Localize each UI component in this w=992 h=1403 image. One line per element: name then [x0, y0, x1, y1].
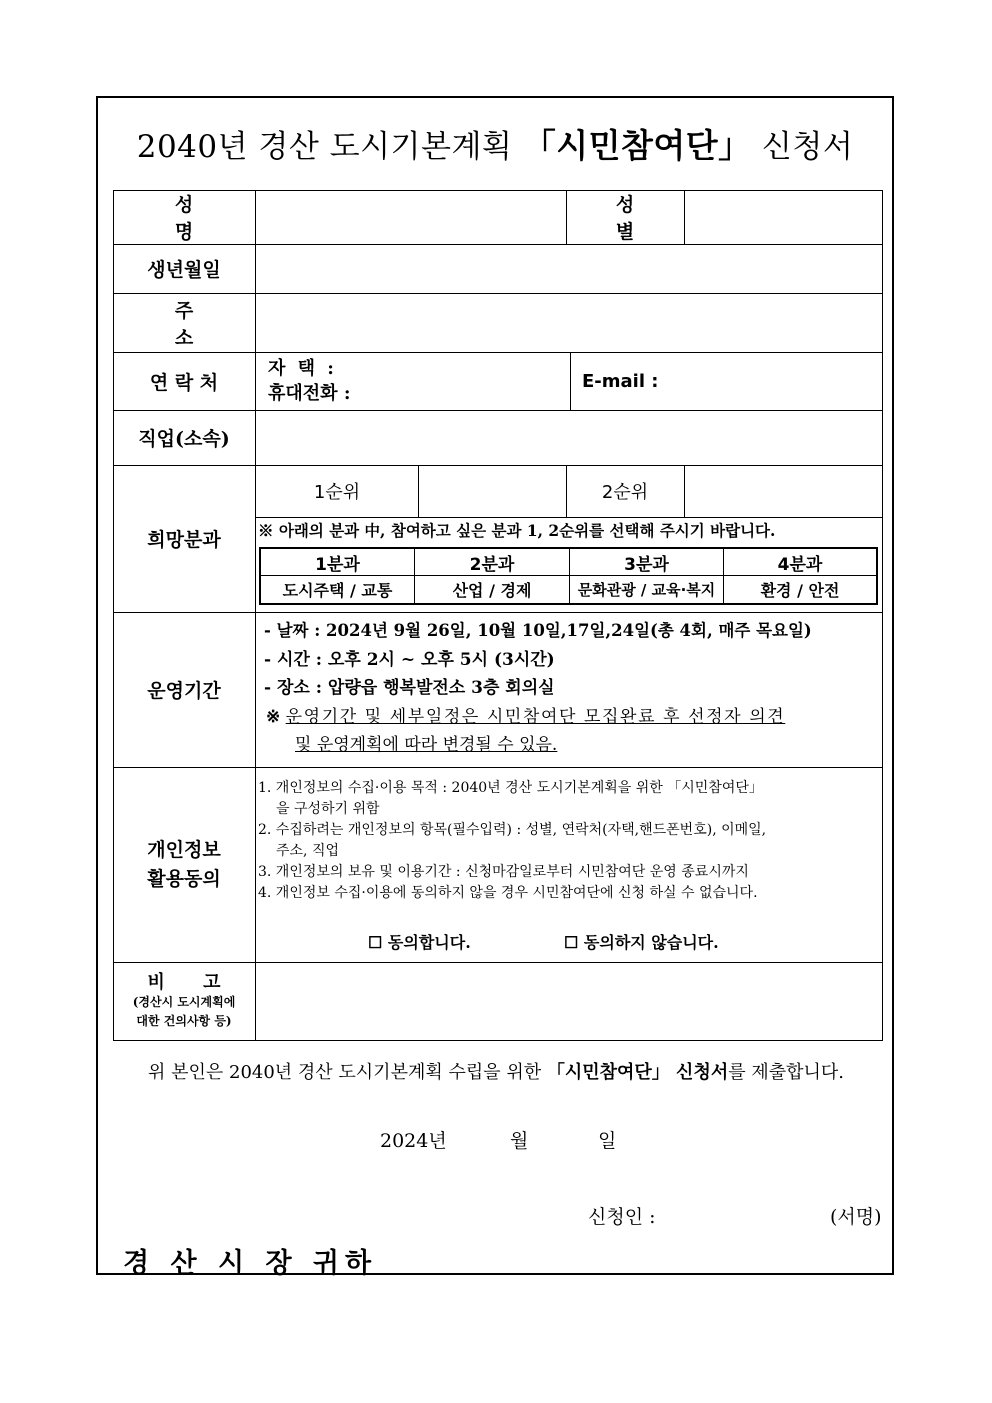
operation-details	[264, 617, 882, 765]
email-field[interactable]: E-mail :	[582, 370, 659, 392]
rank1-field[interactable]	[419, 466, 566, 516]
mobile-phone-label: 휴대전화 :	[268, 383, 351, 404]
addressee: 경 산 시 장 귀하	[123, 1248, 378, 1279]
division-1-head: 1분과	[315, 554, 360, 575]
label-rank2: 2순위	[601, 482, 649, 503]
operation-date: - 날짜 : 2024년 9월 26일, 10월 10일,17일,24일(총 4회, 매주 목요일)	[264, 621, 812, 640]
hope-notice: ※ 아래의 분과 中, 참여하고 싶은 분과 1, 2순위를 선택해 주시기 바랍니다.	[258, 521, 776, 540]
division-2-head: 2분과	[469, 554, 515, 575]
division-4-topic: 환경 / 안전	[760, 581, 840, 600]
form-title: 2040년 경산 도시기본계획 「시민참여단」 신청서	[136, 126, 854, 165]
division-3-topic: 문화관광 / 교육·복지	[577, 581, 716, 599]
division-4-head: 4분과	[777, 554, 823, 575]
label-remark: 비 고 (경산시 도시계획에 대한 건의사항 등)	[132, 971, 237, 1028]
address-field[interactable]	[256, 294, 882, 351]
home-phone-label: 자 택 :	[268, 358, 337, 379]
operation-place: - 장소 : 압량읍 행복발전소 3층 회의실	[264, 678, 555, 698]
remark-field[interactable]	[256, 963, 882, 1040]
applicant-label: 신청인 :	[588, 1206, 656, 1228]
division-3-head: 3분과	[624, 554, 669, 575]
date-year: 2024년	[380, 1130, 447, 1152]
operation-note-cont: 및 운영계획에 따라 변경될 수 있음.	[295, 735, 558, 755]
label-address: 주 소	[174, 299, 222, 349]
disagree-checkbox[interactable]: ☐ 동의하지 않습니다.	[564, 932, 719, 952]
label-hope: 희망분과	[147, 529, 221, 551]
phone-fields[interactable]	[268, 354, 558, 408]
label-privacy: 개인정보 활용동의	[147, 838, 221, 890]
operation-time: - 시간 : 오후 2시 ~ 오후 5시 (3시간)	[264, 649, 555, 670]
label-name: 성 명	[174, 194, 222, 243]
job-field[interactable]	[256, 411, 882, 464]
gender-field[interactable]	[685, 191, 882, 243]
date-day: 일	[598, 1130, 617, 1152]
application-form	[96, 96, 894, 1279]
privacy-item-4: 4. 개인정보 수집·이용에 동의하지 않을 경우 시민참여단에 신청 하실 수 없습니다.	[258, 885, 758, 901]
operation-note: ※ 운영기간 및 세부일정은 시민참여단 모집완료 후 선정자 의견	[266, 706, 786, 727]
label-job: 직업(소속)	[138, 428, 230, 450]
name-field[interactable]	[256, 191, 565, 243]
division-1-topic: 도시주택 / 교통	[282, 581, 393, 600]
label-operation: 운영기간	[147, 680, 221, 702]
birth-field[interactable]	[256, 245, 882, 292]
label-rank1: 1순위	[313, 482, 361, 503]
title-main: 「시민참여단」	[522, 126, 752, 165]
agree-checkbox[interactable]: ☐ 동의합니다.	[368, 932, 471, 952]
privacy-item-2: 2. 수집하려는 개인정보의 항목(필수입력) : 성별, 연락처(자택,핸드폰번호), 이메일,	[258, 822, 767, 838]
privacy-item-3: 3. 개인정보의 보유 및 이용기간 : 신청마감일로부터 시민참여단 운영 종료시까지	[258, 864, 749, 880]
submit-statement: 위 본인은 2040년 경산 도시기본계획 수립을 위한 「시민참여단」 신청서를 제출합니다.	[148, 1062, 844, 1083]
privacy-item-1: 1. 개인정보의 수집·이용 목적 : 2040년 경산 도시기본계획을 위한 「시민참여단」	[258, 780, 763, 796]
division-2-topic: 산업 / 경제	[452, 581, 532, 600]
label-birth: 생년월일	[147, 259, 221, 281]
signature-field[interactable]: (서명)	[830, 1206, 882, 1228]
rank2-field[interactable]	[685, 466, 882, 516]
date-month: 월	[510, 1130, 529, 1152]
label-contact: 연 락 처	[149, 371, 219, 394]
privacy-text: 1. 개인정보의 수집·이용 목적 : 2040년 경산 도시기본계획을 위한 「시민참여단」 을 구성하기 위함 2. 수집하려는 개인정보의 항목(필수입력) : 성별, 연락처(자택,핸드폰번호), 이메일, 주소, 직업 3. 개인정보의 보유 및 이용기간 : 신청마감일로부터 시민참여단 운영 종료시까지 4. 개인정보 수집·이용에 동의하지 않을 경우 시민참여단에 신청 하실 수 없습니다.	[258, 778, 882, 908]
label-gender: 성 별	[615, 194, 663, 243]
